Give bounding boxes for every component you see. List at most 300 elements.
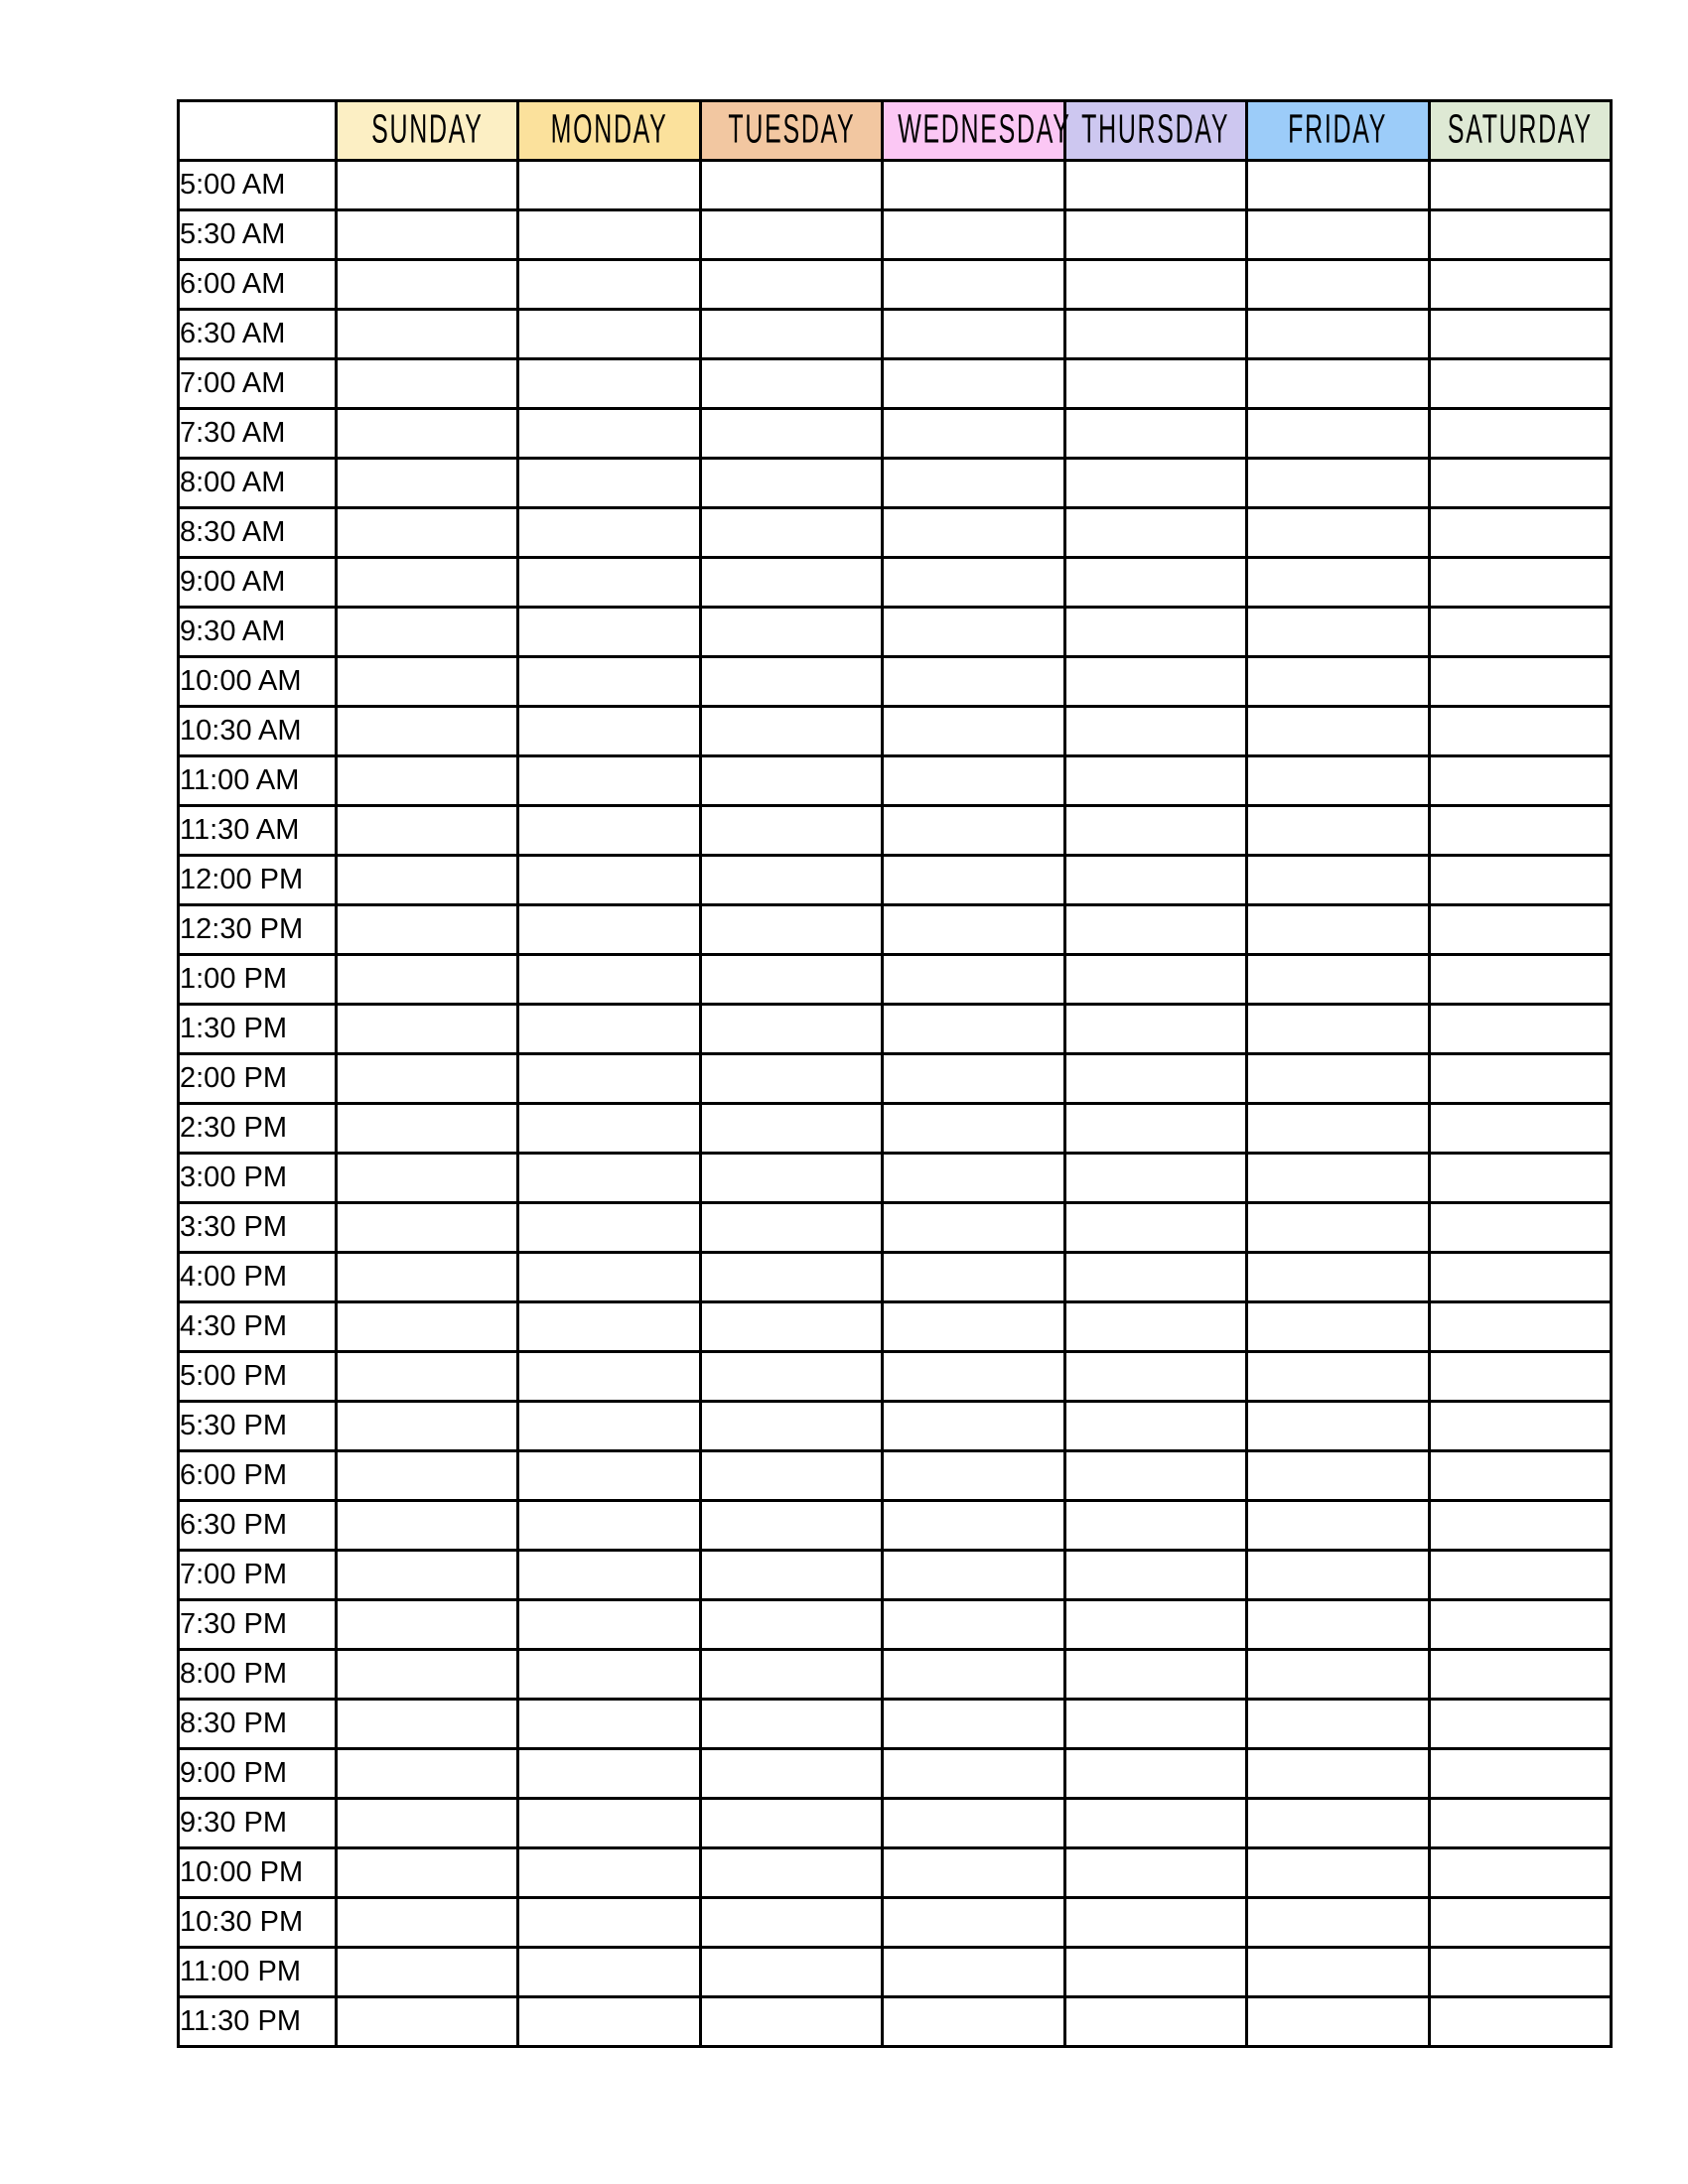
time-label: 7:00 AM — [179, 359, 337, 409]
time-label: 7:30 AM — [179, 409, 337, 459]
time-label: 3:00 PM — [179, 1154, 337, 1203]
schedule-cell-sunday — [337, 856, 518, 905]
schedule-cell-friday — [1247, 1799, 1429, 1848]
schedule-cell-thursday — [1064, 707, 1246, 756]
schedule-cell-thursday — [1064, 1898, 1246, 1948]
schedule-cell-saturday — [1429, 1948, 1611, 1997]
schedule-cell-monday — [518, 558, 700, 608]
day-header-label: SATURDAY — [1447, 107, 1593, 153]
time-label: 4:00 PM — [179, 1253, 337, 1302]
schedule-cell-tuesday — [700, 1203, 882, 1253]
day-header-label: SUNDAY — [370, 107, 484, 153]
time-row — [179, 1551, 1612, 1600]
schedule-cell-friday — [1247, 409, 1429, 459]
schedule-cell-saturday — [1429, 955, 1611, 1005]
schedule-cell-friday — [1247, 756, 1429, 806]
schedule-cell-wednesday — [883, 1799, 1064, 1848]
time-label: 11:00 PM — [179, 1948, 337, 1997]
schedule-cell-tuesday — [700, 260, 882, 310]
schedule-cell-thursday — [1064, 310, 1246, 359]
day-header-saturday — [1429, 101, 1611, 161]
schedule-cell-saturday — [1429, 459, 1611, 508]
schedule-cell-sunday — [337, 1501, 518, 1551]
day-header-label: TUESDAY — [728, 107, 856, 153]
schedule-cell-tuesday — [700, 1054, 882, 1104]
time-label: 5:30 PM — [179, 1402, 337, 1451]
schedule-cell-tuesday — [700, 905, 882, 955]
schedule-cell-friday — [1247, 905, 1429, 955]
schedule-cell-friday — [1247, 1898, 1429, 1948]
schedule-cell-friday — [1247, 1402, 1429, 1451]
schedule-cell-friday — [1247, 508, 1429, 558]
schedule-body — [179, 161, 1612, 2047]
schedule-cell-thursday — [1064, 1848, 1246, 1898]
time-label: 4:30 PM — [179, 1302, 337, 1352]
schedule-cell-sunday — [337, 1948, 518, 1997]
time-label: 12:30 PM — [179, 905, 337, 955]
time-label: 6:30 AM — [179, 310, 337, 359]
schedule-cell-wednesday — [883, 1302, 1064, 1352]
time-label: 9:00 AM — [179, 558, 337, 608]
time-label: 9:30 PM — [179, 1799, 337, 1848]
schedule-cell-friday — [1247, 856, 1429, 905]
schedule-cell-thursday — [1064, 1005, 1246, 1054]
schedule-cell-saturday — [1429, 1451, 1611, 1501]
time-label: 11:00 AM — [179, 756, 337, 806]
time-row — [179, 1997, 1612, 2047]
time-row — [179, 707, 1612, 756]
time-row — [179, 1402, 1612, 1451]
schedule-cell-thursday — [1064, 1650, 1246, 1700]
schedule-cell-tuesday — [700, 1104, 882, 1154]
schedule-cell-sunday — [337, 310, 518, 359]
day-header-friday — [1247, 101, 1429, 161]
time-row — [179, 359, 1612, 409]
schedule-cell-wednesday — [883, 707, 1064, 756]
schedule-cell-tuesday — [700, 707, 882, 756]
schedule-cell-saturday — [1429, 1104, 1611, 1154]
schedule-cell-thursday — [1064, 1997, 1246, 2047]
time-label: 2:30 PM — [179, 1104, 337, 1154]
time-row — [179, 856, 1612, 905]
schedule-cell-monday — [518, 1749, 700, 1799]
schedule-cell-thursday — [1064, 1451, 1246, 1501]
schedule-cell-thursday — [1064, 1749, 1246, 1799]
time-label: 7:00 PM — [179, 1551, 337, 1600]
time-label: 10:00 AM — [179, 657, 337, 707]
schedule-cell-monday — [518, 1948, 700, 1997]
time-row — [179, 608, 1612, 657]
day-header-thursday — [1064, 101, 1246, 161]
time-label: 2:00 PM — [179, 1054, 337, 1104]
time-row — [179, 1104, 1612, 1154]
schedule-cell-friday — [1247, 1700, 1429, 1749]
schedule-cell-sunday — [337, 1253, 518, 1302]
schedule-cell-wednesday — [883, 1948, 1064, 1997]
schedule-cell-tuesday — [700, 1700, 882, 1749]
schedule-cell-monday — [518, 608, 700, 657]
schedule-cell-friday — [1247, 1948, 1429, 1997]
schedule-cell-saturday — [1429, 1501, 1611, 1551]
schedule-cell-wednesday — [883, 1253, 1064, 1302]
schedule-cell-tuesday — [700, 1898, 882, 1948]
time-row — [179, 1600, 1612, 1650]
schedule-cell-tuesday — [700, 161, 882, 210]
schedule-cell-wednesday — [883, 955, 1064, 1005]
schedule-cell-sunday — [337, 1302, 518, 1352]
schedule-cell-thursday — [1064, 210, 1246, 260]
schedule-cell-monday — [518, 310, 700, 359]
schedule-cell-saturday — [1429, 1352, 1611, 1402]
schedule-cell-saturday — [1429, 161, 1611, 210]
schedule-cell-wednesday — [883, 1501, 1064, 1551]
schedule-cell-monday — [518, 1551, 700, 1600]
schedule-cell-saturday — [1429, 1203, 1611, 1253]
schedule-cell-monday — [518, 707, 700, 756]
schedule-cell-saturday — [1429, 558, 1611, 608]
schedule-cell-wednesday — [883, 756, 1064, 806]
schedule-cell-tuesday — [700, 608, 882, 657]
schedule-cell-monday — [518, 806, 700, 856]
schedule-cell-thursday — [1064, 955, 1246, 1005]
schedule-cell-saturday — [1429, 1650, 1611, 1700]
schedule-cell-saturday — [1429, 1848, 1611, 1898]
schedule-cell-thursday — [1064, 1948, 1246, 1997]
schedule-cell-sunday — [337, 1352, 518, 1402]
time-label: 10:30 PM — [179, 1898, 337, 1948]
schedule-cell-sunday — [337, 1848, 518, 1898]
schedule-cell-sunday — [337, 707, 518, 756]
schedule-cell-saturday — [1429, 856, 1611, 905]
time-label: 1:00 PM — [179, 955, 337, 1005]
schedule-cell-wednesday — [883, 1451, 1064, 1501]
schedule-cell-thursday — [1064, 1302, 1246, 1352]
time-label: 5:30 AM — [179, 210, 337, 260]
schedule-cell-saturday — [1429, 1997, 1611, 2047]
schedule-cell-sunday — [337, 608, 518, 657]
schedule-cell-sunday — [337, 210, 518, 260]
schedule-cell-thursday — [1064, 1203, 1246, 1253]
schedule-cell-sunday — [337, 905, 518, 955]
schedule-cell-thursday — [1064, 756, 1246, 806]
schedule-cell-wednesday — [883, 359, 1064, 409]
schedule-cell-friday — [1247, 161, 1429, 210]
time-row — [179, 1501, 1612, 1551]
schedule-cell-thursday — [1064, 1054, 1246, 1104]
schedule-cell-friday — [1247, 1650, 1429, 1700]
schedule-cell-thursday — [1064, 1352, 1246, 1402]
schedule-cell-wednesday — [883, 806, 1064, 856]
day-header-wednesday — [883, 101, 1071, 161]
schedule-cell-wednesday — [883, 1203, 1064, 1253]
schedule-cell-sunday — [337, 1104, 518, 1154]
schedule-cell-thursday — [1064, 1104, 1246, 1154]
schedule-cell-wednesday — [883, 1054, 1064, 1104]
schedule-cell-friday — [1247, 1203, 1429, 1253]
schedule-cell-friday — [1247, 459, 1429, 508]
schedule-cell-tuesday — [700, 1154, 882, 1203]
schedule-cell-wednesday — [883, 1551, 1064, 1600]
schedule-cell-saturday — [1429, 707, 1611, 756]
schedule-cell-sunday — [337, 508, 518, 558]
schedule-cell-sunday — [337, 1600, 518, 1650]
schedule-cell-tuesday — [700, 310, 882, 359]
schedule-cell-wednesday — [883, 1402, 1064, 1451]
schedule-cell-saturday — [1429, 409, 1611, 459]
schedule-cell-monday — [518, 1154, 700, 1203]
schedule-cell-friday — [1247, 806, 1429, 856]
schedule-cell-tuesday — [700, 1749, 882, 1799]
schedule-cell-wednesday — [883, 856, 1064, 905]
time-row — [179, 1749, 1612, 1799]
schedule-cell-tuesday — [700, 1799, 882, 1848]
time-row — [179, 1054, 1612, 1104]
schedule-cell-monday — [518, 359, 700, 409]
schedule-cell-thursday — [1064, 161, 1246, 210]
schedule-cell-monday — [518, 1799, 700, 1848]
time-label: 12:00 PM — [179, 856, 337, 905]
schedule-cell-saturday — [1429, 1302, 1611, 1352]
schedule-cell-thursday — [1064, 260, 1246, 310]
schedule-cell-saturday — [1429, 1898, 1611, 1948]
time-row — [179, 210, 1612, 260]
schedule-cell-monday — [518, 1203, 700, 1253]
time-row — [179, 1700, 1612, 1749]
time-row — [179, 310, 1612, 359]
schedule-cell-sunday — [337, 260, 518, 310]
schedule-cell-tuesday — [700, 1650, 882, 1700]
corner-cell — [179, 101, 337, 161]
schedule-cell-friday — [1247, 1600, 1429, 1650]
schedule-cell-wednesday — [883, 1104, 1064, 1154]
time-row — [179, 1948, 1612, 1997]
schedule-cell-sunday — [337, 359, 518, 409]
schedule-cell-tuesday — [700, 558, 882, 608]
schedule-cell-thursday — [1064, 608, 1246, 657]
schedule-cell-tuesday — [700, 409, 882, 459]
schedule-cell-friday — [1247, 707, 1429, 756]
schedule-cell-wednesday — [883, 210, 1064, 260]
time-row — [179, 806, 1612, 856]
time-label: 8:30 PM — [179, 1700, 337, 1749]
schedule-cell-tuesday — [700, 1352, 882, 1402]
schedule-cell-thursday — [1064, 806, 1246, 856]
schedule-cell-sunday — [337, 1650, 518, 1700]
time-row — [179, 1898, 1612, 1948]
schedule-cell-tuesday — [700, 1253, 882, 1302]
schedule-cell-wednesday — [883, 1997, 1064, 2047]
time-label: 10:00 PM — [179, 1848, 337, 1898]
time-label: 5:00 PM — [179, 1352, 337, 1402]
schedule-cell-tuesday — [700, 955, 882, 1005]
schedule-cell-tuesday — [700, 1997, 882, 2047]
schedule-cell-monday — [518, 1302, 700, 1352]
schedule-cell-monday — [518, 905, 700, 955]
time-row — [179, 409, 1612, 459]
schedule-cell-tuesday — [700, 508, 882, 558]
schedule-cell-tuesday — [700, 1402, 882, 1451]
schedule-cell-tuesday — [700, 359, 882, 409]
schedule-cell-sunday — [337, 1551, 518, 1600]
schedule-cell-thursday — [1064, 856, 1246, 905]
time-row — [179, 905, 1612, 955]
schedule-cell-tuesday — [700, 657, 882, 707]
schedule-cell-friday — [1247, 1749, 1429, 1799]
schedule-cell-friday — [1247, 210, 1429, 260]
schedule-cell-monday — [518, 1700, 700, 1749]
schedule-cell-thursday — [1064, 1402, 1246, 1451]
schedule-cell-friday — [1247, 558, 1429, 608]
schedule-cell-tuesday — [700, 459, 882, 508]
schedule-cell-sunday — [337, 1898, 518, 1948]
schedule-cell-wednesday — [883, 1898, 1064, 1948]
schedule-cell-thursday — [1064, 508, 1246, 558]
schedule-cell-sunday — [337, 756, 518, 806]
schedule-cell-wednesday — [883, 1700, 1064, 1749]
schedule-cell-sunday — [337, 459, 518, 508]
schedule-cell-saturday — [1429, 260, 1611, 310]
schedule-cell-saturday — [1429, 806, 1611, 856]
time-row — [179, 1005, 1612, 1054]
schedule-cell-sunday — [337, 657, 518, 707]
schedule-cell-sunday — [337, 1154, 518, 1203]
time-row — [179, 1451, 1612, 1501]
schedule-cell-wednesday — [883, 1650, 1064, 1700]
schedule-cell-friday — [1247, 260, 1429, 310]
time-label: 1:30 PM — [179, 1005, 337, 1054]
day-header-sunday — [337, 101, 518, 161]
schedule-cell-monday — [518, 161, 700, 210]
time-label: 6:30 PM — [179, 1501, 337, 1551]
schedule-cell-thursday — [1064, 1551, 1246, 1600]
time-row — [179, 1848, 1612, 1898]
time-row — [179, 1650, 1612, 1700]
schedule-cell-wednesday — [883, 508, 1064, 558]
time-row — [179, 1352, 1612, 1402]
schedule-cell-thursday — [1064, 359, 1246, 409]
schedule-cell-monday — [518, 1402, 700, 1451]
schedule-cell-wednesday — [883, 1749, 1064, 1799]
schedule-cell-sunday — [337, 1749, 518, 1799]
day-header-monday — [518, 101, 700, 161]
schedule-cell-saturday — [1429, 1600, 1611, 1650]
schedule-cell-monday — [518, 756, 700, 806]
schedule-cell-sunday — [337, 1799, 518, 1848]
schedule-cell-wednesday — [883, 1154, 1064, 1203]
time-label: 3:30 PM — [179, 1203, 337, 1253]
schedule-cell-tuesday — [700, 1005, 882, 1054]
schedule-cell-thursday — [1064, 409, 1246, 459]
schedule-cell-wednesday — [883, 1005, 1064, 1054]
schedule-cell-sunday — [337, 806, 518, 856]
schedule-cell-sunday — [337, 1005, 518, 1054]
schedule-cell-monday — [518, 1650, 700, 1700]
schedule-cell-monday — [518, 260, 700, 310]
time-label: 6:00 PM — [179, 1451, 337, 1501]
schedule-cell-thursday — [1064, 459, 1246, 508]
schedule-cell-friday — [1247, 1253, 1429, 1302]
weekly-schedule-table — [177, 99, 1613, 2048]
schedule-cell-sunday — [337, 1700, 518, 1749]
schedule-cell-friday — [1247, 359, 1429, 409]
schedule-cell-friday — [1247, 1451, 1429, 1501]
schedule-cell-monday — [518, 508, 700, 558]
schedule-cell-friday — [1247, 1551, 1429, 1600]
schedule-cell-saturday — [1429, 1700, 1611, 1749]
schedule-cell-saturday — [1429, 1054, 1611, 1104]
schedule-cell-wednesday — [883, 1600, 1064, 1650]
schedule-cell-saturday — [1429, 657, 1611, 707]
schedule-cell-monday — [518, 1997, 700, 2047]
time-row — [179, 1302, 1612, 1352]
schedule-cell-saturday — [1429, 1253, 1611, 1302]
time-row — [179, 161, 1612, 210]
schedule-cell-tuesday — [700, 756, 882, 806]
schedule-cell-wednesday — [883, 310, 1064, 359]
schedule-cell-wednesday — [883, 409, 1064, 459]
schedule-cell-tuesday — [700, 856, 882, 905]
schedule-cell-tuesday — [700, 806, 882, 856]
schedule-cell-monday — [518, 1352, 700, 1402]
day-header-label: MONDAY — [550, 107, 668, 153]
schedule-cell-saturday — [1429, 1551, 1611, 1600]
schedule-cell-tuesday — [700, 1302, 882, 1352]
time-row — [179, 1154, 1612, 1203]
schedule-cell-sunday — [337, 1997, 518, 2047]
schedule-cell-monday — [518, 409, 700, 459]
schedule-cell-friday — [1247, 310, 1429, 359]
schedule-cell-friday — [1247, 1997, 1429, 2047]
schedule-cell-thursday — [1064, 1501, 1246, 1551]
schedule-cell-wednesday — [883, 905, 1064, 955]
time-row — [179, 756, 1612, 806]
schedule-cell-thursday — [1064, 905, 1246, 955]
schedule-cell-saturday — [1429, 756, 1611, 806]
schedule-cell-wednesday — [883, 657, 1064, 707]
schedule-cell-tuesday — [700, 1501, 882, 1551]
schedule-cell-saturday — [1429, 359, 1611, 409]
schedule-cell-monday — [518, 1898, 700, 1948]
schedule-cell-wednesday — [883, 1848, 1064, 1898]
schedule-cell-friday — [1247, 1054, 1429, 1104]
schedule-cell-saturday — [1429, 1154, 1611, 1203]
schedule-cell-sunday — [337, 161, 518, 210]
time-label: 8:00 PM — [179, 1650, 337, 1700]
schedule-cell-wednesday — [883, 1352, 1064, 1402]
schedule-cell-tuesday — [700, 1948, 882, 1997]
time-label: 8:30 AM — [179, 508, 337, 558]
time-row — [179, 459, 1612, 508]
schedule-cell-monday — [518, 1054, 700, 1104]
schedule-cell-saturday — [1429, 508, 1611, 558]
schedule-cell-sunday — [337, 558, 518, 608]
schedule-cell-thursday — [1064, 1799, 1246, 1848]
schedule-cell-friday — [1247, 1005, 1429, 1054]
schedule-cell-tuesday — [700, 1600, 882, 1650]
time-row — [179, 508, 1612, 558]
time-row — [179, 260, 1612, 310]
schedule-cell-saturday — [1429, 905, 1611, 955]
schedule-cell-saturday — [1429, 1749, 1611, 1799]
schedule-cell-sunday — [337, 1054, 518, 1104]
time-row — [179, 1203, 1612, 1253]
day-header-label: WEDNESDAY — [898, 107, 1071, 153]
schedule-cell-saturday — [1429, 310, 1611, 359]
time-label: 5:00 AM — [179, 161, 337, 210]
schedule-cell-thursday — [1064, 1154, 1246, 1203]
day-header-label: FRIDAY — [1288, 107, 1388, 153]
schedule-cell-wednesday — [883, 260, 1064, 310]
